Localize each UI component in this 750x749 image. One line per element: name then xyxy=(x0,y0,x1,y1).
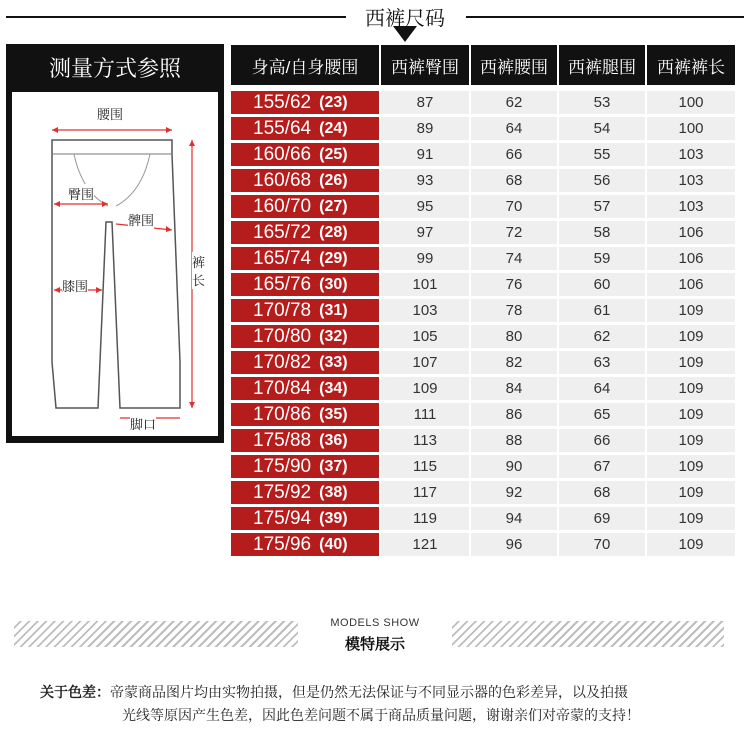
models-show-title-en: MODELS SHOW xyxy=(330,617,420,629)
size-value: 175/90 xyxy=(253,455,312,477)
cell-size xyxy=(231,169,379,192)
cell-thigh: 59 xyxy=(559,247,645,270)
cell-hip: 99 xyxy=(381,247,469,270)
size-value: 165/74 xyxy=(253,247,312,269)
size-value: 170/78 xyxy=(253,299,312,321)
cell-length: 103 xyxy=(647,143,735,166)
cell-size xyxy=(231,351,379,374)
cell-hip: 105 xyxy=(381,325,469,348)
hip-label: 臀围 xyxy=(68,184,94,203)
cell-size xyxy=(231,455,379,478)
size-chart-heading xyxy=(0,0,750,44)
header-hip: 西裤臀围 xyxy=(381,45,469,85)
cell-waist: 88 xyxy=(471,429,557,452)
cell-hip: 109 xyxy=(381,377,469,400)
waist-code: (28) xyxy=(319,223,348,241)
cell-length: 109 xyxy=(647,533,735,556)
size-value: 155/62 xyxy=(253,91,312,113)
cell-length: 106 xyxy=(647,247,735,270)
notice-line-2: 光线等原因产生色差，因此色差问题不属于商品质量问题，谢谢亲们对帝蒙的支持！ xyxy=(122,707,640,723)
cell-thigh: 61 xyxy=(559,299,645,322)
size-value: 155/64 xyxy=(253,117,312,139)
waist-label: 腰围 xyxy=(97,104,123,123)
cell-waist: 76 xyxy=(471,273,557,296)
cell-thigh: 57 xyxy=(559,195,645,218)
hem-label: 脚口 xyxy=(130,414,156,433)
length-label-1: 裤 xyxy=(192,252,205,271)
cell-size xyxy=(231,533,379,556)
cell-waist: 82 xyxy=(471,351,557,374)
waist-code: (23) xyxy=(319,93,348,111)
cell-waist: 78 xyxy=(471,299,557,322)
cell-length: 109 xyxy=(647,481,735,504)
size-value: 170/80 xyxy=(253,325,312,347)
waist-code: (25) xyxy=(319,145,348,163)
cell-thigh: 66 xyxy=(559,429,645,452)
cell-thigh: 54 xyxy=(559,117,645,140)
size-value: 175/94 xyxy=(253,507,312,529)
cell-thigh: 70 xyxy=(559,533,645,556)
size-value: 165/72 xyxy=(253,221,312,243)
waist-code: (29) xyxy=(319,249,348,267)
size-value: 165/76 xyxy=(253,273,312,295)
models-show-title-cn: 模特展示 xyxy=(344,636,405,653)
cell-length: 100 xyxy=(647,91,735,114)
cell-thigh: 63 xyxy=(559,351,645,374)
cell-thigh: 55 xyxy=(559,143,645,166)
cell-size xyxy=(231,377,379,400)
cell-thigh: 62 xyxy=(559,325,645,348)
cell-waist: 74 xyxy=(471,247,557,270)
header-length: 西裤裤长 xyxy=(647,45,735,85)
cell-waist: 80 xyxy=(471,325,557,348)
cell-hip: 91 xyxy=(381,143,469,166)
size-value: 170/86 xyxy=(253,403,312,425)
length-label-2: 长 xyxy=(192,270,205,289)
waist-code: (36) xyxy=(319,431,348,449)
cell-hip: 113 xyxy=(381,429,469,452)
waist-code: (39) xyxy=(319,509,348,527)
cell-waist: 84 xyxy=(471,377,557,400)
cell-waist: 68 xyxy=(471,169,557,192)
measurement-diagram xyxy=(12,92,218,436)
page-title: 西裤尺码 xyxy=(365,8,445,30)
hatch-divider-left xyxy=(14,621,298,647)
size-value: 175/88 xyxy=(253,429,312,451)
cell-thigh: 69 xyxy=(559,507,645,530)
waist-code: (35) xyxy=(319,405,348,423)
size-value: 170/84 xyxy=(253,377,312,399)
cell-thigh: 65 xyxy=(559,403,645,426)
cell-thigh: 68 xyxy=(559,481,645,504)
size-value: 160/66 xyxy=(253,143,312,165)
cell-size xyxy=(231,247,379,270)
size-value: 170/82 xyxy=(253,351,312,373)
cell-thigh: 60 xyxy=(559,273,645,296)
size-value: 175/92 xyxy=(253,481,312,503)
waist-code: (26) xyxy=(319,171,348,189)
cell-waist: 94 xyxy=(471,507,557,530)
notice-text-1: 帝蒙商品图片均由实物拍摄，但是仍然无法保证与不同显示器的色彩差异，以及拍摄 xyxy=(110,684,628,700)
cell-size xyxy=(231,117,379,140)
cell-waist: 70 xyxy=(471,195,557,218)
cell-hip: 111 xyxy=(381,403,469,426)
cell-waist: 62 xyxy=(471,91,557,114)
waist-code: (24) xyxy=(319,119,348,137)
cell-size xyxy=(231,403,379,426)
cell-hip: 95 xyxy=(381,195,469,218)
notice-line-1 xyxy=(40,681,740,704)
cell-thigh: 58 xyxy=(559,221,645,244)
cell-waist: 92 xyxy=(471,481,557,504)
cell-size xyxy=(231,325,379,348)
cell-size xyxy=(231,143,379,166)
cell-length: 109 xyxy=(647,455,735,478)
cell-length: 106 xyxy=(647,273,735,296)
cell-length: 100 xyxy=(647,117,735,140)
cell-length: 103 xyxy=(647,195,735,218)
cell-length: 109 xyxy=(647,299,735,322)
cell-size xyxy=(231,273,379,296)
waist-code: (30) xyxy=(319,275,348,293)
waist-code: (27) xyxy=(319,197,348,215)
cell-waist: 64 xyxy=(471,117,557,140)
cell-length: 109 xyxy=(647,403,735,426)
cell-size xyxy=(231,481,379,504)
cell-waist: 96 xyxy=(471,533,557,556)
cell-length: 109 xyxy=(647,507,735,530)
cell-size xyxy=(231,221,379,244)
waist-code: (31) xyxy=(319,301,348,319)
arrow-down-icon xyxy=(393,26,417,42)
measurement-guide-panel xyxy=(6,44,224,443)
cell-hip: 121 xyxy=(381,533,469,556)
measurement-guide-title: 测量方式参照 xyxy=(48,56,181,81)
cell-size xyxy=(231,429,379,452)
color-difference-notice xyxy=(40,681,740,727)
size-value: 175/96 xyxy=(253,533,312,555)
cell-length: 109 xyxy=(647,429,735,452)
waist-code: (38) xyxy=(319,483,348,501)
cell-waist: 86 xyxy=(471,403,557,426)
header-size: 身高/自身腰围 xyxy=(231,45,379,85)
cell-hip: 117 xyxy=(381,481,469,504)
cell-hip: 107 xyxy=(381,351,469,374)
waist-code: (33) xyxy=(319,353,348,371)
header-thigh: 西裤腿围 xyxy=(559,45,645,85)
cell-length: 109 xyxy=(647,377,735,400)
cell-hip: 103 xyxy=(381,299,469,322)
thigh-label: 髀围 xyxy=(128,210,154,229)
cell-size xyxy=(231,507,379,530)
cell-hip: 87 xyxy=(381,91,469,114)
cell-length: 109 xyxy=(647,351,735,374)
waist-code: (34) xyxy=(319,379,348,397)
heading-rule-right xyxy=(466,16,744,18)
size-value: 160/68 xyxy=(253,169,312,191)
cell-hip: 115 xyxy=(381,455,469,478)
cell-length: 103 xyxy=(647,169,735,192)
cell-waist: 66 xyxy=(471,143,557,166)
cell-thigh: 53 xyxy=(559,91,645,114)
cell-size xyxy=(231,91,379,114)
cell-hip: 97 xyxy=(381,221,469,244)
cell-thigh: 64 xyxy=(559,377,645,400)
waist-code: (37) xyxy=(319,457,348,475)
size-value: 160/70 xyxy=(253,195,312,217)
cell-hip: 93 xyxy=(381,169,469,192)
cell-length: 109 xyxy=(647,325,735,348)
cell-thigh: 67 xyxy=(559,455,645,478)
cell-hip: 89 xyxy=(381,117,469,140)
hatch-divider-right xyxy=(452,621,724,647)
waist-code: (40) xyxy=(319,535,348,553)
trousers-diagram-icon xyxy=(12,92,218,436)
cell-hip: 101 xyxy=(381,273,469,296)
cell-thigh: 56 xyxy=(559,169,645,192)
notice-label: 关于色差： xyxy=(40,684,110,700)
cell-hip: 119 xyxy=(381,507,469,530)
knee-label: 膝围 xyxy=(62,276,88,295)
cell-size xyxy=(231,195,379,218)
waist-code: (32) xyxy=(319,327,348,345)
cell-length: 106 xyxy=(647,221,735,244)
cell-waist: 90 xyxy=(471,455,557,478)
heading-rule-left xyxy=(6,16,346,18)
cell-size xyxy=(231,299,379,322)
header-waist: 西裤腰围 xyxy=(471,45,557,85)
cell-waist: 72 xyxy=(471,221,557,244)
